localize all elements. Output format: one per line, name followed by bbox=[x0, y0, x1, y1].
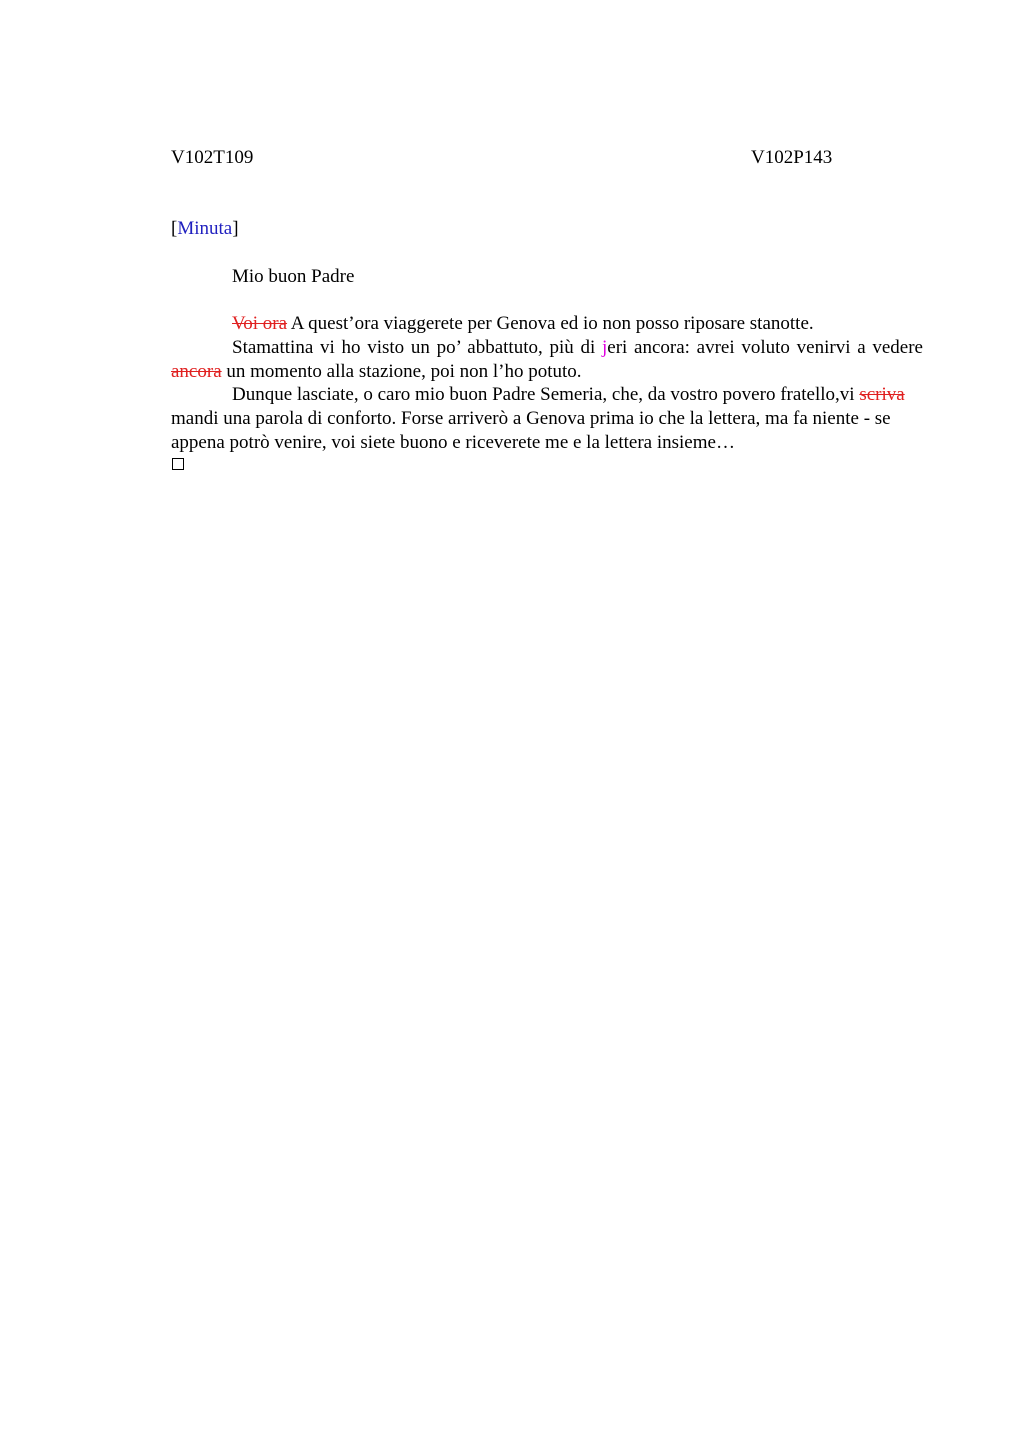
paragraph-text: A quest’ora viaggerete per Genova ed io non posso riposare stanotte. bbox=[287, 313, 814, 334]
paragraph-1 bbox=[171, 312, 923, 336]
inserted-text: j bbox=[601, 336, 608, 358]
editorial-note bbox=[171, 217, 239, 241]
paragraph-text: mandi una parola di conforto. Forse arriverò a Genova prima io che la lettera, ma fa niente - se appena potrò venire, voi siete buono e riceverete me e la lettera insieme… bbox=[171, 408, 891, 453]
paragraph-3 bbox=[171, 383, 923, 454]
document-code-left: V102T109 bbox=[171, 147, 254, 168]
empty-square-icon bbox=[172, 458, 184, 470]
paragraph-text: Dunque lasciate, o caro mio buon Padre Semeria, che, da vostro povero fratello,vi bbox=[232, 384, 860, 406]
paragraph-text: Stamattina vi ho visto un po’ abbattuto, più di bbox=[232, 336, 602, 358]
bracket-open: [ bbox=[171, 218, 178, 239]
deleted-text: scriva bbox=[859, 384, 905, 406]
letter-body bbox=[171, 312, 923, 455]
deleted-text: Voi ora bbox=[232, 313, 288, 334]
bracket-close: ] bbox=[232, 218, 239, 239]
paragraph-2 bbox=[171, 336, 923, 384]
note-label: Minuta bbox=[177, 218, 233, 239]
paragraph-text: eri ancora: avrei voluto venirvi a vedere bbox=[607, 336, 923, 358]
paragraph-text: un momento alla stazione, poi non l’ho potuto. bbox=[221, 360, 582, 382]
deleted-text: ancora bbox=[171, 360, 222, 382]
document-code-right: V102P143 bbox=[751, 147, 833, 168]
letter-salutation: Mio buon Padre bbox=[232, 266, 355, 287]
